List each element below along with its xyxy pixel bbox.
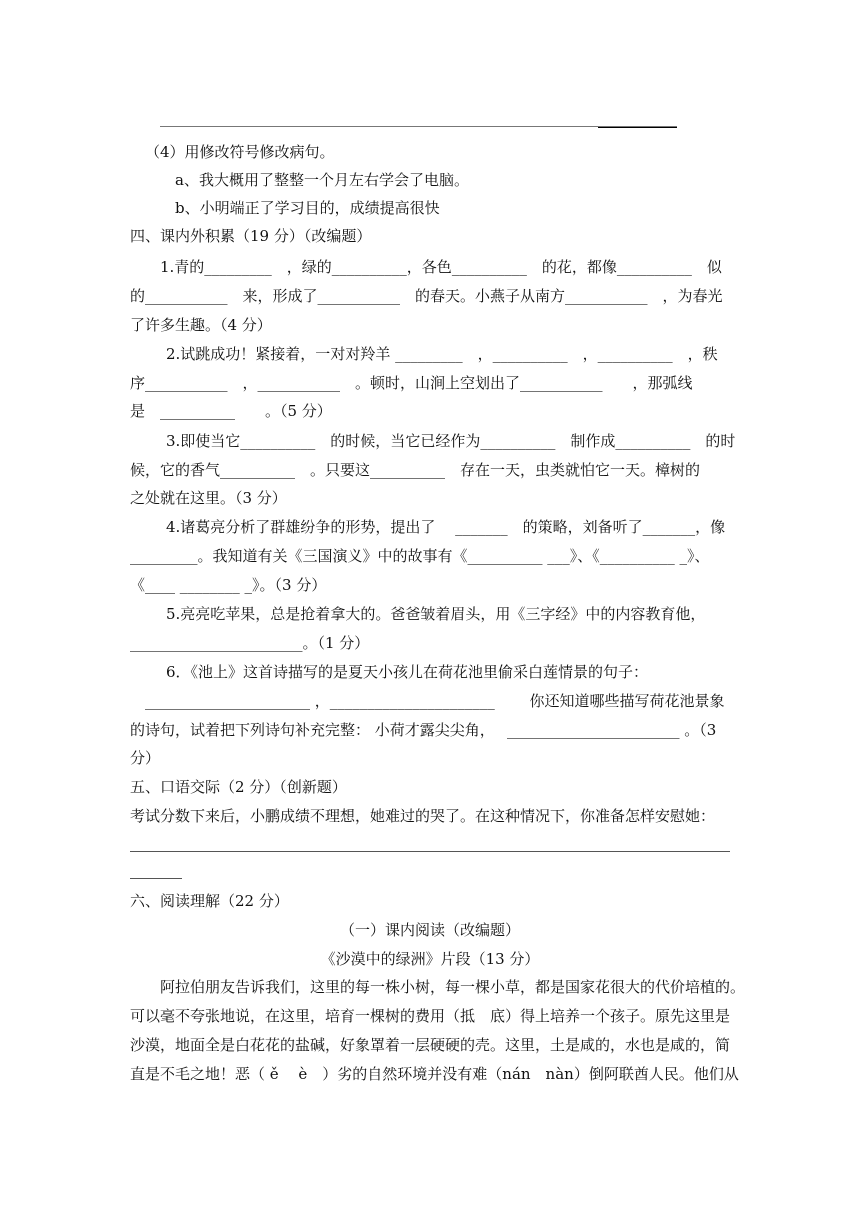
question-4-heading: （4）用修改符号修改病句。 bbox=[145, 143, 335, 161]
section-5-prompt: 考试分数下来后，小鹏成绩不理想，她难过的哭了。在这种情况下，你准备怎样安慰她： bbox=[130, 807, 716, 825]
section-6-heading: 六、阅读理解（22 分） bbox=[130, 892, 289, 910]
top-answer-line-bold bbox=[598, 127, 677, 128]
q6-line-3: 的诗句，试着把下列诗句补充完整： 小荷才露尖尖角， _______________________ 。（3 bbox=[130, 721, 717, 739]
q1-line-1: 1.青的_________ ，绿的__________，各色__________ 的花，都像__________ 似 bbox=[160, 258, 722, 276]
passage-line-2: 可以毫不夸张地说，在这里，培育一棵树的费用（抵 底）得上培养一个孩子。原先这里是 bbox=[130, 1007, 731, 1025]
sentence-a: a、我大概用了整整一个月左右学会了电脑。 bbox=[175, 171, 469, 189]
answer-line-continuation bbox=[130, 878, 182, 879]
passage-line-4: 直是不毛之地！恶（ ě è ）劣的自然环境并没有难（nán nàn）倒阿联酋人民。他们从 bbox=[130, 1065, 739, 1083]
q1-line-3: 了许多生趣。（4 分） bbox=[130, 316, 272, 334]
passage-line-1: 阿拉伯朋友告诉我们，这里的每一株小树，每一棵小草，都是国家花很大的代价培植的。 bbox=[160, 978, 746, 996]
q2-line-1: 2.试跳成功！紧接着，一对对羚羊 _________ ，__________ ，__________ ，秩 bbox=[166, 345, 718, 363]
sentence-b: b、小明端正了学习目的，成绩提高很快 bbox=[175, 199, 440, 217]
passage-title: 《沙漠中的绿洲》片段（13 分） bbox=[320, 950, 540, 968]
answer-line bbox=[130, 851, 730, 852]
q1-line-2: 的___________ 来，形成了___________ 的春天。小燕子从南方___________ ，为春光 bbox=[130, 287, 723, 305]
q6-line-1: 6．《池上》这首诗描写的是夏天小孩儿在荷花池里偷采白莲情景的句子： bbox=[166, 663, 649, 681]
section-4-heading: 四、课内外积累（19 分）（改编题） bbox=[130, 227, 372, 245]
q4-line-1: 4.诸葛亮分析了群雄纷争的形势，提出了 _______ 的策略，刘备听了_______，像 bbox=[166, 518, 726, 536]
q3-line-1: 3.即使当它__________ 的时候，当它已经作为__________ 制作成__________ 的时 bbox=[166, 432, 736, 450]
section-5-heading: 五、口语交际（2 分）（创新题） bbox=[130, 778, 347, 796]
q4-line-2: _________。我知道有关《三国演义》中的故事有《__________ ___》、《__________ _》、 bbox=[130, 547, 710, 565]
q2-line-3: 是 __________ 。（5 分） bbox=[130, 402, 332, 420]
q5-line-2: _______________________。（1 分） bbox=[130, 634, 370, 652]
q4-line-3: 《____ ________ _》。（3 分） bbox=[130, 576, 327, 594]
q3-line-3: 之处就在这里。（3 分） bbox=[130, 489, 287, 507]
q6-line-4: 分） bbox=[130, 749, 161, 767]
q5-line-1: 5.亮亮吃苹果，总是抢着拿大的。爸爸皱着眉头，用《三字经》中的内容教育他， bbox=[166, 605, 706, 623]
q3-line-2: 候，它的香气__________ 。只要这__________ 存在一天，虫类就怕它一天。樟树的 bbox=[130, 461, 701, 479]
passage-line-3: 沙漠，地面全是白花花的盐碱，好象罩着一层硬硬的壳。这里，土是咸的，水也是咸的，简 bbox=[130, 1036, 731, 1054]
q6-line-2: ______________________ ，______________________ 你还知道哪些描写荷花池景象 bbox=[145, 692, 725, 710]
q2-line-2: 序___________ ，___________ 。顿时，山涧上空划出了___________ ，那弧线 bbox=[130, 374, 693, 392]
section-6-subheading: （一）课内阅读（改编题） bbox=[339, 921, 520, 939]
